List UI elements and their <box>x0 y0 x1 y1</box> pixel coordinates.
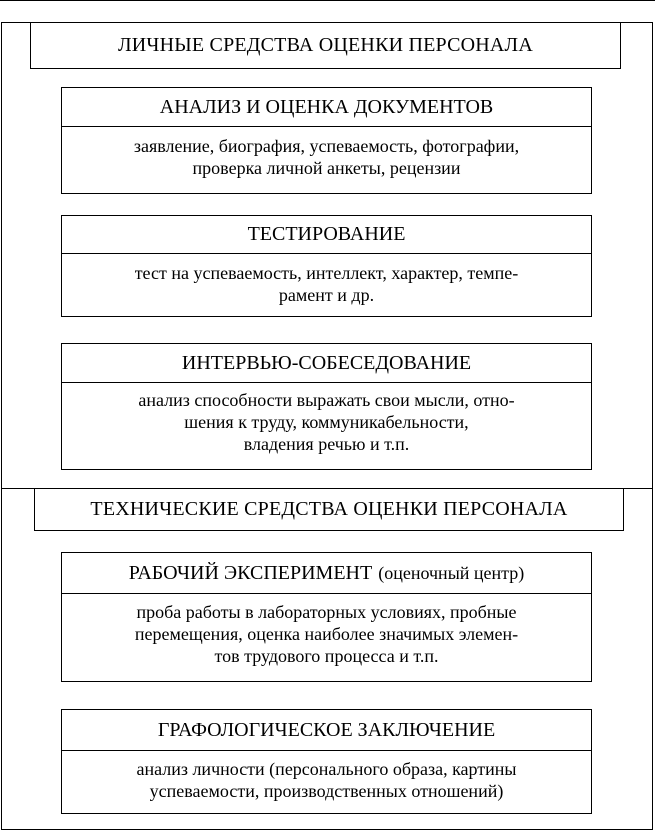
card-interview-line: владения речью и т.п. <box>243 434 410 454</box>
personal-section-title: ЛИЧНЫЕ СРЕДСТВА ОЦЕНКИ ПЕРСОНАЛА <box>30 22 621 69</box>
card-documents-line: заявление, биография, успеваемость, фотографии, <box>133 136 520 156</box>
card-graphology-title: ГРАФОЛОГИЧЕСКОЕ ЗАКЛЮЧЕНИЕ <box>62 710 591 751</box>
card-documents-title: АНАЛИЗ И ОЦЕНКА ДОКУМЕНТОВ <box>62 88 591 127</box>
card-work-experiment-title-suffix: (оценочный центр) <box>378 562 525 583</box>
card-testing-body <box>62 254 591 306</box>
card-documents <box>61 87 592 194</box>
card-testing <box>61 215 592 317</box>
card-work-experiment-line: тов трудового процесса и т.п. <box>214 646 439 666</box>
card-testing-line: тест на успеваемость, интеллект, характер, темпе- <box>134 263 519 283</box>
card-graphology-body <box>62 751 591 802</box>
card-graphology-line: анализ личности (персонального образа, картины <box>136 759 517 779</box>
card-work-experiment-line: проба работы в лабораторных условиях, пробные <box>136 602 517 622</box>
card-graphology-line: успеваемости, производственных отношений) <box>149 781 504 801</box>
card-work-experiment-line: перемещения, оценка наиболее значимых элемен- <box>134 624 519 644</box>
card-testing-line: рамент и др. <box>278 285 375 305</box>
card-documents-body <box>62 127 591 179</box>
card-testing-title: ТЕСТИРОВАНИЕ <box>62 216 591 254</box>
card-interview-body <box>62 383 591 455</box>
card-interview <box>61 343 592 470</box>
card-documents-line: проверка личной анкеты, рецензии <box>192 158 461 178</box>
card-work-experiment-title-main: РАБОЧИЙ ЭКСПЕРИМЕНТ <box>128 561 373 584</box>
card-interview-line: шения к труду, коммуникабельности, <box>184 412 469 432</box>
card-interview-line: анализ способности выражать свои мысли, отно- <box>138 390 515 410</box>
card-work-experiment-body <box>62 594 591 667</box>
card-work-experiment <box>61 552 592 682</box>
technical-section-title: ТЕХНИЧЕСКИЕ СРЕДСТВА ОЦЕНКИ ПЕРСОНАЛА <box>34 488 624 531</box>
card-interview-title: ИНТЕРВЬЮ-СОБЕСЕДОВАНИЕ <box>62 344 591 383</box>
card-graphology <box>61 709 592 814</box>
top-rule <box>0 0 655 1</box>
card-work-experiment-title <box>62 553 591 594</box>
